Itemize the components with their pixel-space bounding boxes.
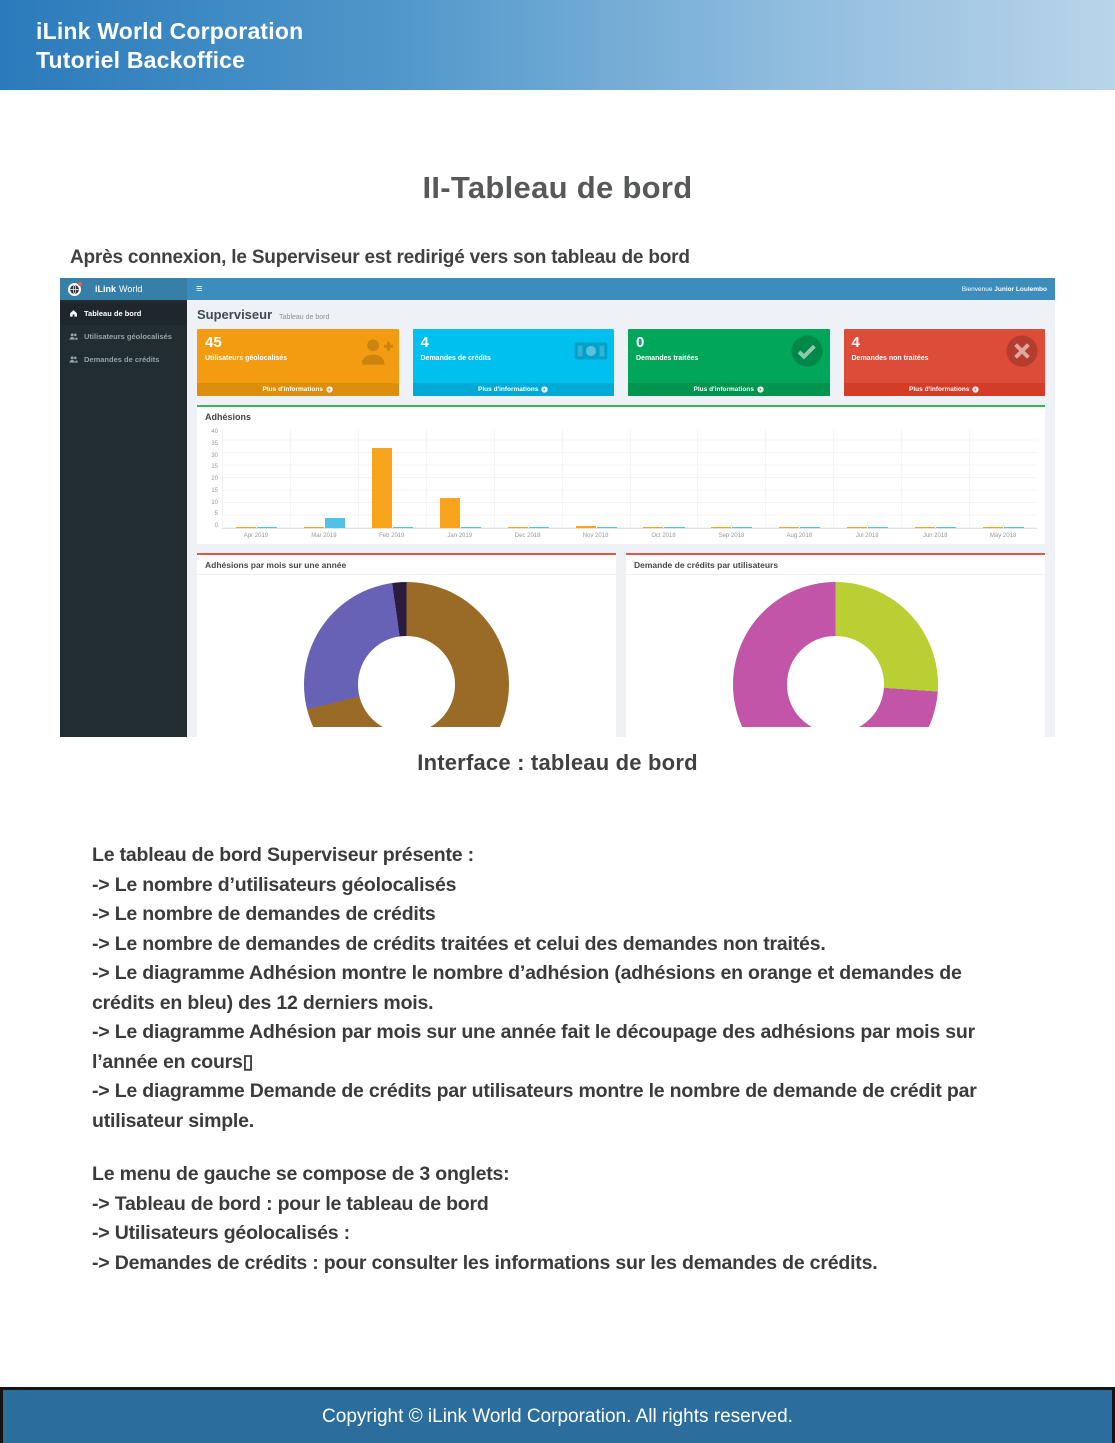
more-info-label: Plus d'informations: [909, 386, 970, 393]
stat-value: 4: [420, 334, 429, 351]
y-tick-label: 25: [211, 464, 218, 471]
sidebar-item-label: Tableau de bord: [84, 309, 142, 318]
adhesion-bar: [576, 526, 596, 529]
dashboard-content: [187, 300, 1055, 737]
credit-bar: [732, 527, 752, 529]
stat-value: 45: [205, 334, 222, 351]
adhesion-bar: [372, 448, 392, 528]
bar-group: [494, 429, 562, 528]
banner-line-2: Tutoriel Backoffice: [36, 47, 246, 73]
x-circle-icon: [1005, 334, 1039, 368]
x-tick-label: Jun 2018: [922, 533, 948, 539]
credit-bar: [257, 527, 277, 529]
sidebar: [60, 300, 187, 737]
y-tick-label: 10: [211, 499, 218, 506]
more-info-label: Plus d'informations: [478, 386, 539, 393]
adhesions-par-mois-panel: [197, 553, 616, 737]
figure-caption: Interface : tableau de bord: [417, 750, 698, 775]
body-paragraph-1: [92, 841, 1017, 1136]
stat-label: Demandes non traitées: [851, 355, 929, 362]
y-tick-label: 20: [211, 476, 218, 482]
x-tick-label: Mar 2019: [311, 533, 337, 539]
credit-bar: [664, 527, 684, 529]
check-circle-icon: [790, 334, 824, 368]
adhesions-bar-chart: [205, 429, 1037, 529]
bar-group: [901, 429, 969, 528]
dashboard-navbar: [187, 278, 1055, 300]
bar-group: [290, 429, 358, 528]
globe-icon: [68, 283, 81, 296]
bar-group: [222, 429, 290, 528]
page-title: Superviseur: [197, 307, 273, 322]
page-heading: [197, 307, 1045, 322]
adhesions-y-axis: [205, 429, 222, 529]
page-subtitle: Tableau de bord: [279, 314, 330, 321]
doc-text-line: -> Le diagramme Demande de crédits par utilisateurs montre le nombre de demande de crédit par utilisateur simple.: [92, 1080, 977, 1132]
x-tick-label: Jan 2019: [447, 533, 473, 539]
users-icon: [69, 355, 78, 364]
bar-group: [697, 429, 765, 528]
lead-sentence: Après connexion, le Superviseur est redirigé vers son tableau de bord: [70, 247, 690, 268]
x-tick-label: Oct 2018: [651, 533, 676, 539]
stat-card-body: [197, 329, 399, 383]
more-info-link[interactable]: [844, 383, 1046, 396]
sidebar-item-utilisateurs-geolocalises[interactable]: [60, 325, 187, 348]
adhesion-bar: [508, 527, 528, 529]
stat-card: [628, 329, 830, 396]
user-plus-icon: [359, 334, 393, 368]
bar-group: [969, 429, 1037, 528]
x-tick-label: Sep 2018: [718, 533, 745, 539]
home-icon: [69, 309, 78, 318]
more-info-link[interactable]: [413, 383, 615, 396]
arrow-circle-icon: [972, 386, 979, 393]
stat-value: 4: [851, 334, 860, 351]
copyright-text: Copyright © iLink World Corporation. All rights reserved.: [322, 1405, 793, 1427]
money-icon: [574, 334, 608, 368]
doc-text-line: -> Le diagramme Adhésion montre le nombre d’adhésion (adhésions en orange et demandes de crédits en bleu) des 12 derniers mois.: [92, 962, 962, 1014]
stat-label: Demandes traitées: [636, 355, 699, 362]
sidebar-item-tableau-de-bord[interactable]: [60, 302, 187, 325]
doc-text-line: -> Le diagramme Adhésion par mois sur une année fait le découpage des adhésions par mois sur l’année en cours▯: [92, 1021, 975, 1073]
y-tick-label: 0: [214, 523, 218, 529]
adhesion-bar: [304, 527, 324, 529]
stat-cards-row: [197, 329, 1045, 396]
adhesion-bar: [847, 527, 867, 529]
brand-name-bold: iLink: [95, 284, 117, 294]
banner-line-1: iLink World Corporation: [36, 18, 304, 44]
adhesions-plot-area: [222, 429, 1037, 529]
brand-logo[interactable]: [60, 278, 187, 300]
adhesion-bar: [236, 527, 256, 529]
adhesion-bar: [915, 527, 935, 529]
more-info-label: Plus d'informations: [693, 386, 754, 393]
bar-group: [833, 429, 901, 528]
adhesion-bar: [711, 527, 731, 529]
y-tick-label: 40: [211, 429, 218, 435]
more-info-link[interactable]: [628, 383, 830, 396]
x-tick-label: Jul 2018: [855, 533, 879, 539]
donut-area: [626, 575, 1045, 727]
stat-label: Utilisateurs géolocalisés: [205, 355, 288, 362]
x-tick-label: Nov 2018: [582, 533, 609, 539]
document-footer: [0, 1387, 1115, 1443]
demandes-par-utilisateurs-title: Demande de crédits par utilisateurs: [626, 555, 1045, 575]
adhesions-par-mois-title: Adhésions par mois sur une année: [197, 555, 616, 575]
stat-card: [413, 329, 615, 396]
x-tick-label: Aug 2018: [786, 533, 813, 539]
doc-text-line: -> Utilisateurs géolocalisés :: [92, 1222, 350, 1244]
bar-group: [630, 429, 698, 528]
adhesions-panel: [197, 405, 1045, 544]
demandes-par-utilisateurs-panel: [626, 553, 1045, 737]
doc-text-line: -> Demandes de crédits : pour consulter les informations sur les demandes de crédits.: [92, 1251, 878, 1274]
donut-area: [197, 575, 616, 727]
y-tick-label: 15: [211, 487, 218, 494]
stat-card-body: [844, 329, 1046, 383]
adhesion-bar: [983, 527, 1003, 529]
document-banner: [0, 0, 1115, 90]
bar-group: [765, 429, 833, 528]
stat-value: 0: [636, 334, 645, 351]
donut-adhesions-mois: [304, 582, 509, 727]
dashboard-topbar: [60, 278, 1055, 300]
credit-bar: [325, 518, 345, 528]
doc-text-line: Le tableau de bord Superviseur présente :: [92, 844, 474, 866]
adhesion-bar: [440, 498, 460, 528]
stat-card: [844, 329, 1046, 396]
brand-name-light: World: [119, 284, 143, 294]
doc-text-line: -> Le nombre de demandes de crédits traitées et celui des demandes non traités.: [92, 932, 826, 955]
welcome-username: Junior Loulembo: [994, 285, 1047, 293]
y-tick-label: 5: [214, 511, 218, 518]
donut-panels-row: [197, 553, 1045, 737]
sidebar-item-label: Demandes de crédits: [84, 355, 160, 364]
credit-bar: [868, 527, 888, 529]
welcome-prefix: Bienvenue: [961, 285, 995, 293]
stat-card-body: [413, 329, 615, 383]
y-tick-label: 30: [211, 452, 218, 459]
sidebar-item-label: Utilisateurs géolocalisés: [84, 332, 172, 341]
more-info-link[interactable]: [197, 383, 399, 396]
credit-bar: [393, 527, 413, 529]
arrow-circle-icon: [541, 386, 548, 393]
stat-card-body: [628, 329, 830, 383]
adhesion-bar: [779, 527, 799, 529]
x-tick-label: Feb 2019: [379, 533, 405, 539]
bar-group: [358, 429, 426, 528]
stat-card: [197, 329, 399, 396]
x-tick-label: May 2018: [989, 533, 1017, 539]
doc-text-line: Le menu de gauche se compose de 3 onglets:: [92, 1163, 510, 1185]
credit-bar: [1004, 527, 1024, 529]
stat-label: Demandes de crédits: [420, 355, 491, 362]
arrow-circle-icon: [326, 386, 333, 393]
arrow-circle-icon: [757, 386, 764, 393]
x-tick-label: Dec 2018: [514, 533, 541, 539]
x-tick-label: Apr 2019: [243, 533, 269, 539]
credit-bar: [461, 527, 481, 529]
users-icon: [69, 332, 78, 341]
credit-bar: [529, 527, 549, 529]
more-info-label: Plus d'informations: [262, 386, 323, 393]
adhesions-x-axis: [222, 533, 1037, 539]
donut-demandes-utilisateurs: [733, 582, 938, 727]
sidebar-item-demandes-de-credits[interactable]: [60, 348, 187, 371]
dashboard-screenshot: [60, 278, 1055, 737]
credit-bar: [800, 527, 820, 529]
hamburger-menu-icon[interactable]: ≡: [196, 283, 203, 295]
adhesions-panel-title: Adhésions: [205, 412, 252, 422]
adhesion-bar: [643, 527, 663, 529]
credit-bar: [936, 527, 956, 529]
credit-bar: [597, 527, 617, 529]
welcome-text: [962, 286, 1055, 293]
doc-text-line: -> Le nombre d’utilisateurs géolocalisés: [92, 873, 457, 896]
doc-text-line: -> Tableau de bord : pour le tableau de bord: [92, 1192, 489, 1215]
y-tick-label: 35: [211, 440, 218, 447]
section-title: II-Tableau de bord: [422, 170, 693, 205]
bar-group: [562, 429, 630, 528]
body-paragraph-2: [92, 1160, 1017, 1278]
bar-group: [426, 429, 494, 528]
doc-text-line: -> Le nombre de demandes de crédits: [92, 903, 436, 925]
